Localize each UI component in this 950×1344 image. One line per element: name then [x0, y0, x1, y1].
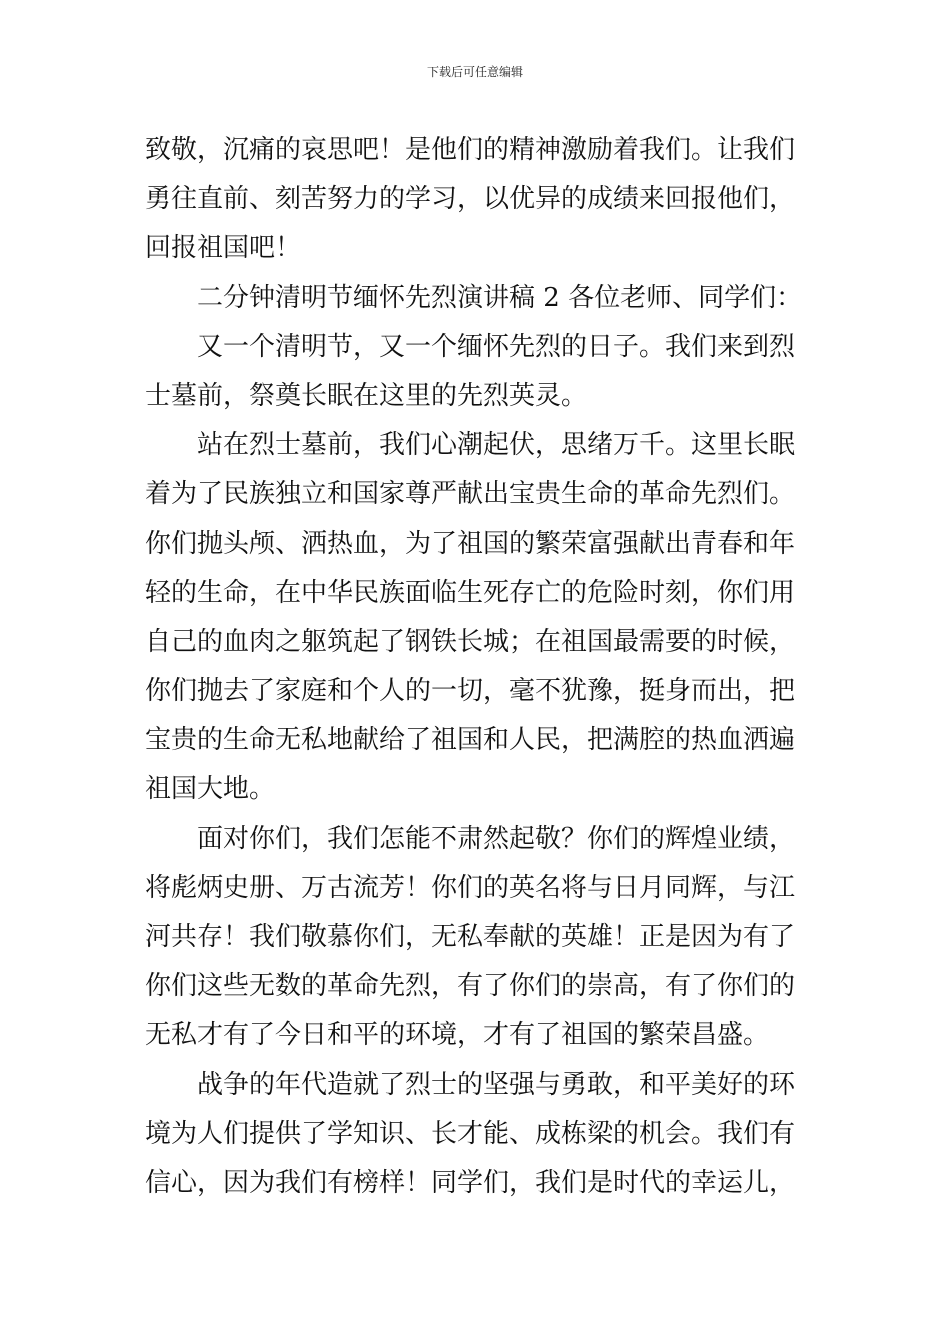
text-line: 宝贵的生命无私地献给了祖国和人民，把满腔的热血洒遍: [145, 725, 796, 756]
text-line: 回报祖国吧！: [145, 233, 302, 264]
text-line: 士墓前，祭奠长眠在这里的先烈英灵。: [145, 380, 588, 411]
text-line: 站在烈士墓前，我们心潮起伏，思绪万千。这里长眠: [197, 430, 796, 461]
text-line: 轻的生命，在中华民族面临生死存亡的危险时刻，你们用: [145, 577, 796, 608]
text-line: 面对你们，我们怎能不肃然起敬？你们的辉煌业绩，: [197, 823, 796, 854]
text-line: 河共存！我们敬慕你们，无私奉献的英雄！正是因为有了: [145, 922, 796, 952]
text-line: 无私才有了今日和平的环境，才有了祖国的繁荣昌盛。: [145, 1020, 770, 1051]
text-line: 战争的年代造就了烈士的坚强与勇敢，和平美好的环: [197, 1069, 796, 1100]
text-line: 境为人们提供了学知识、长才能、成栋梁的机会。我们有: [145, 1118, 796, 1149]
text-line: 你们这些无数的革命先烈，有了你们的崇高，有了你们的: [145, 971, 796, 1002]
text-line: 着为了民族独立和国家尊严献出宝贵生命的革命先烈们。: [145, 479, 796, 510]
document-body: [145, 126, 810, 1208]
text-line: 你们抛头颅、洒热血，为了祖国的繁荣富强献出青春和年: [145, 528, 796, 559]
text-line: 勇往直前、刻苦努力的学习，以优异的成绩来回报他们，: [145, 184, 796, 215]
page-header-note: 下载后可任意编辑: [426, 65, 523, 79]
text-line: 祖国大地。: [145, 774, 276, 805]
text-line: 信心，因为我们有榜样！同学们，我们是时代的幸运儿，: [145, 1167, 796, 1198]
text-line: 自己的血肉之躯筑起了钢铁长城；在祖国最需要的时候，: [145, 626, 796, 657]
text-line: 致敬，沉痛的哀思吧！是他们的精神激励着我们。让我们: [145, 135, 796, 165]
text-line: 二分钟清明节缅怀先烈演讲稿 2 各位老师、同学们：: [197, 282, 803, 313]
text-line: 又一个清明节，又一个缅怀先烈的日子。我们来到烈: [197, 331, 796, 362]
text-line: 将彪炳史册、万古流芳！你们的英名将与日月同辉，与江: [145, 872, 796, 903]
text-line: 你们抛去了家庭和个人的一切，毫不犹豫，挺身而出，把: [145, 676, 796, 707]
